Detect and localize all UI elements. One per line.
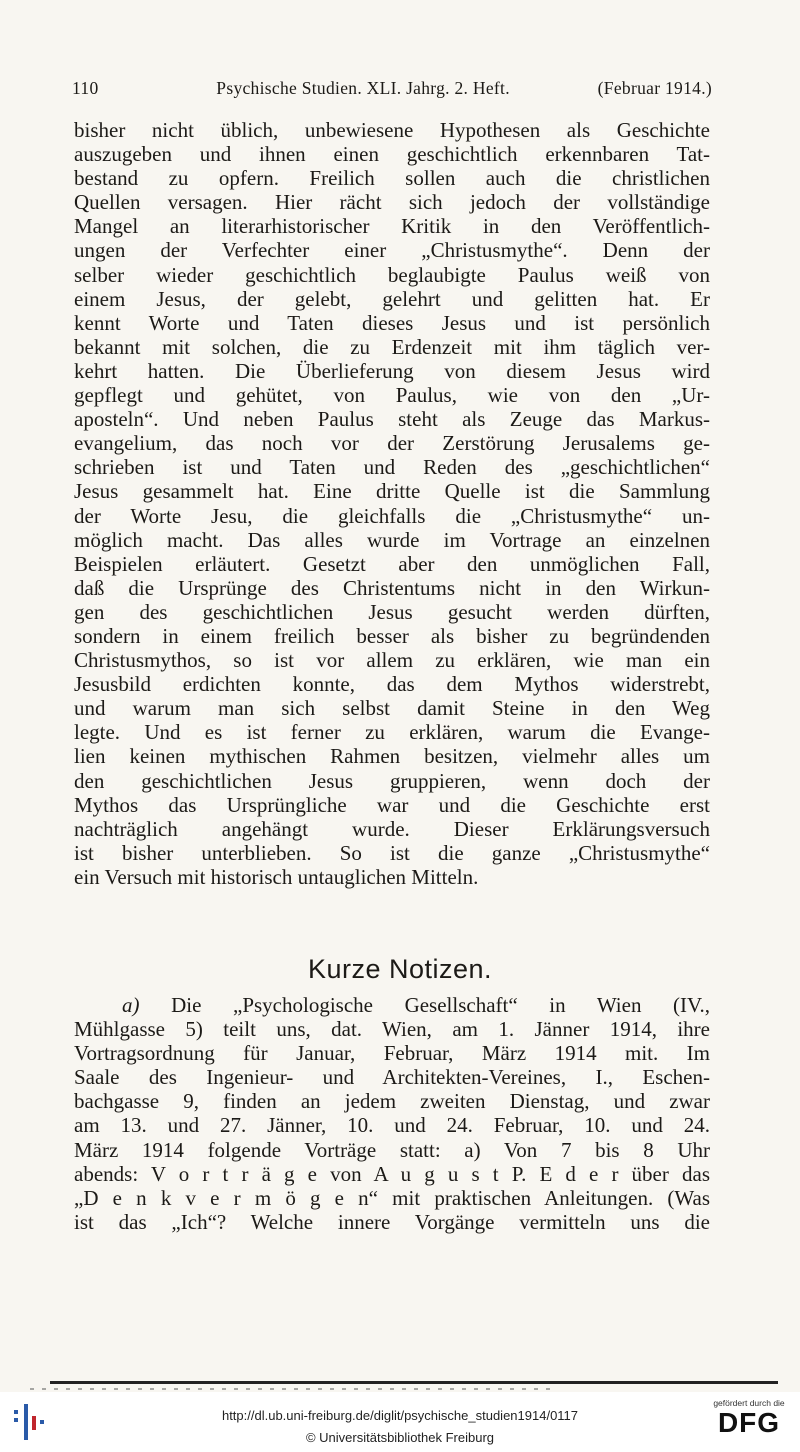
dfg-caption: gefördert durch die	[713, 1398, 785, 1408]
text-line: gen des geschichtlichen Jesus gesucht werden dürften,	[74, 599, 710, 624]
text-line: bekannt mit solchen, die zu Erdenzeit mit ihm täglich ver-	[74, 334, 710, 359]
text-line: legte. Und es ist ferner zu erklären, warum die Evange-	[74, 720, 710, 745]
text-line: kehrt hatten. Die Überlieferung von diesem Jesus wird	[74, 358, 710, 383]
text-line: der Worte Jesu, die gleichfalls die „Christusmythe“ un-	[74, 503, 710, 528]
issue-date: (Februar 1914.)	[597, 78, 712, 98]
page-number: 110	[72, 78, 99, 98]
viewer-footer	[0, 1392, 800, 1452]
text-line: ist bisher unterblieben. So ist die ganze „Christusmythe“	[74, 840, 710, 865]
permalink-url[interactable]: http://dl.ub.uni-freiburg.de/diglit/psychische_studien1914/0117	[221, 1408, 579, 1423]
text-line: selber wieder geschichtlich beglaubigte Paulus weiß von	[74, 262, 710, 287]
text-line: nachträglich angehängt wurde. Dieser Erklärungsversuch	[74, 816, 710, 841]
notes-first-text: Die „Psychologische Gesellschaft“ in Wien (IV.,	[139, 993, 710, 1017]
text-line: Quellen versagen. Hier rächt sich jedoch der vollständige	[74, 190, 710, 215]
text-line: bestand zu opfern. Freilich sollen auch die christlichen	[74, 166, 710, 191]
text-line: daß die Ursprünge des Christentums nicht in den Wirkun-	[74, 575, 710, 600]
notes-section	[74, 993, 710, 1234]
notes-text-line: „D e n k v e r m ö g e n“ mit praktischen Anleitungen. (Was	[74, 1185, 710, 1210]
text-line: schrieben ist und Taten und Reden des „geschichtlichen“	[74, 455, 710, 480]
notes-text-line: ist das „Ich“? Welche innere Vorgänge vermitteln uns die	[74, 1209, 710, 1234]
text-line: den geschichtlichen Jesus gruppieren, wenn doch der	[74, 768, 710, 793]
text-line: sondern in einem freilich besser als bisher zu begründenden	[74, 623, 710, 648]
notes-first-line	[74, 993, 710, 1017]
scan-artifact	[30, 1388, 550, 1390]
text-line: Jesusbild erdichten konnte, das dem Mythos widerstrebt,	[74, 672, 710, 697]
text-line: Beispielen erläutert. Gesetzt aber den unmöglichen Fall,	[74, 551, 710, 576]
text-line: Mythos das Ursprüngliche war und die Geschichte erst	[74, 792, 710, 817]
notes-lines	[74, 1017, 710, 1234]
text-line: Mangel an literarhistorischer Kritik in den Veröffentlich-	[74, 214, 710, 239]
notes-text-line: bachgasse 9, finden an jedem zweiten Dienstag, und zwar	[74, 1089, 710, 1114]
notes-text-line: März 1914 folgende Vorträge statt: a) Von 7 bis 8 Uhr	[74, 1137, 710, 1162]
text-line: ungen der Verfechter einer „Christusmythe“. Denn der	[74, 238, 710, 263]
notes-text-line: Vortragsordnung für Januar, Februar, März 1914 mit. Im	[74, 1041, 710, 1066]
notes-text-line: abends: V o r t r ä g e von A u g u s t P. E d e r über das	[74, 1161, 710, 1186]
text-line: ein Versuch mit historisch untauglichen Mitteln.	[74, 864, 479, 889]
notes-marker: a)	[122, 993, 140, 1017]
dfg-mark: DFG	[717, 1407, 781, 1438]
text-line: kennt Worte und Taten dieses Jesus und ist persönlich	[74, 310, 710, 335]
text-line: bisher nicht üblich, unbewiesene Hypothesen als Geschichte	[74, 118, 710, 142]
notes-text-line: Mühlgasse 5) teilt uns, dat. Wien, am 1. Jänner 1914, ihre	[74, 1017, 710, 1042]
section-heading: Kurze Notizen.	[307, 954, 493, 984]
text-line: evangelium, das noch vor der Zerstörung Jerusalems ge-	[74, 431, 710, 456]
text-line: und warum man sich selbst damit Steine in den Weg	[74, 696, 710, 721]
text-line: lien keinen mythischen Rahmen besitzen, vielmehr alles um	[74, 744, 710, 769]
running-header	[72, 78, 712, 99]
text-line: auszugeben und ihnen einen geschichtlich erkennbaren Tat-	[74, 142, 710, 167]
text-line: einem Jesus, der gelebt, gelehrt und gelitten hat. Er	[74, 286, 710, 311]
copyright-notice: © Universitätsbibliothek Freiburg	[305, 1430, 495, 1445]
text-line: Christusmythos, so ist vor allem zu erklären, wie man ein	[74, 648, 710, 673]
text-line: Jesus gesammelt hat. Eine dritte Quelle ist die Sammlung	[74, 479, 710, 504]
notes-text-line: Saale des Ingenieur- und Architekten-Vereines, I., Eschen-	[74, 1065, 710, 1090]
journal-title: Psychische Studien. XLI. Jahrg. 2. Heft.	[216, 78, 510, 98]
notes-text-line: am 13. und 27. Jänner, 10. und 24. Februar, 10. und 24.	[74, 1113, 710, 1138]
page-bottom-rule	[50, 1381, 778, 1384]
article-body	[74, 118, 710, 889]
text-line: möglich macht. Das alles wurde im Vortrage an einzelnen	[74, 527, 710, 552]
text-line: gepflegt und gehütet, von Paulus, wie von den „Ur-	[74, 383, 710, 408]
text-line: aposteln“. Und neben Paulus steht als Zeuge das Markus-	[74, 407, 710, 432]
dfg-logo	[708, 1398, 790, 1446]
